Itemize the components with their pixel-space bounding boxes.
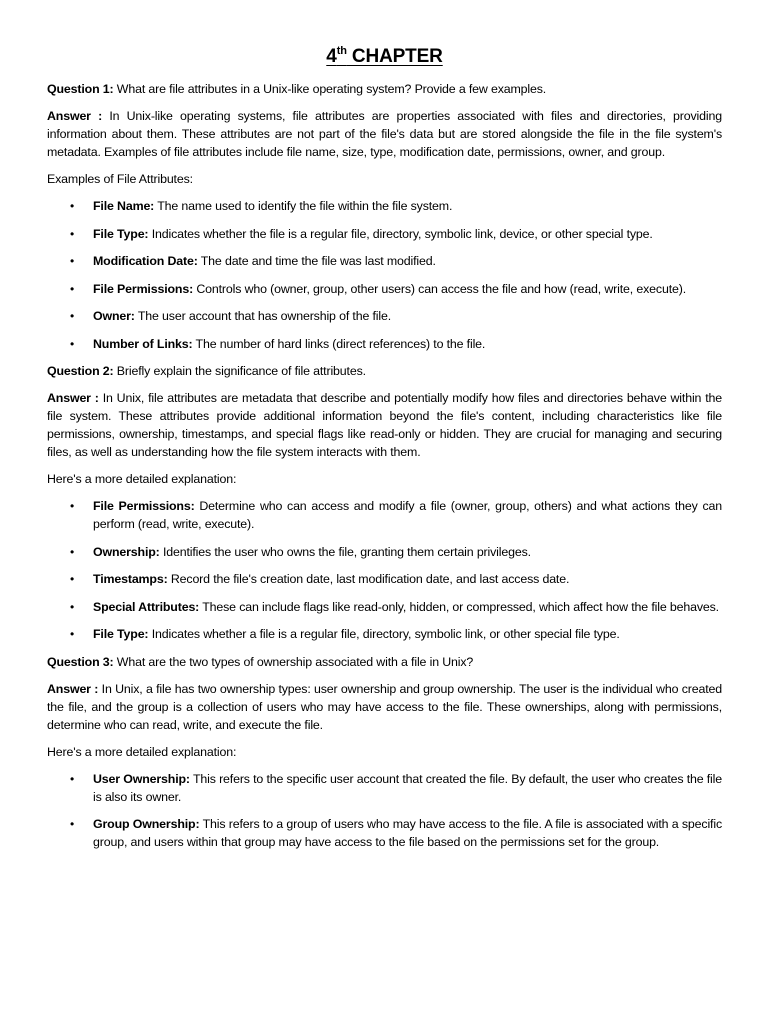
list-item-label: File Permissions: xyxy=(93,499,195,513)
list-item-text: Determine who can access and modify a file (owner, group, others) and what actions they can perform (read, write, execute). xyxy=(93,499,722,531)
question-1 xyxy=(47,80,722,98)
list-item-label: File Name: xyxy=(93,199,155,213)
bullet-icon: • xyxy=(70,336,75,351)
bullet-icon: • xyxy=(70,817,75,831)
list-item-text: This refers to the specific user account that created the file. By default, the user who creates the file is also its owner. xyxy=(93,771,723,804)
list-item-text: The user account that has ownership of the file. xyxy=(134,309,392,323)
list-item-text: Record the file's creation date, last modification date, and last access date. xyxy=(167,572,570,586)
answer-1 xyxy=(47,107,722,161)
attribute-examples-list xyxy=(47,197,722,353)
answer-text: In Unix-like operating systems, file attributes are properties associated with files and directories, providing information about them. These attributes are not part of the file's data but are stored alongside the file in the file system's metadata. Examples of file attributes include file name, size, type, modification date, permissions, owner, and group. xyxy=(47,109,722,159)
answer-2 xyxy=(47,389,722,461)
list-item-label: User Ownership: xyxy=(93,771,190,786)
list-item-text: The date and time the file was last modified. xyxy=(197,254,436,268)
bullet-icon: • xyxy=(70,627,75,641)
list-item-label: Modification Date: xyxy=(93,254,198,268)
chapter-word: CHAPTER xyxy=(346,46,443,67)
chapter-number-suffix: th xyxy=(336,44,347,57)
bullet-icon: • xyxy=(70,226,75,241)
list-item-text: Indicates whether a file is a regular file, directory, symbolic link, or other special file type. xyxy=(148,627,620,641)
chapter-title xyxy=(47,43,722,71)
answer-text: In Unix, a file has two ownership types: user ownership and group ownership. The user is the individual who created the file, and the group is a collection of users who may have access to the file. These ownerships, along with permissions, determine who can read, write, and execute the file. xyxy=(47,681,722,732)
bullet-icon: • xyxy=(70,254,75,268)
list-item-text: Identifies the user who owns the file, granting them certain privileges. xyxy=(159,544,531,559)
list-item xyxy=(47,252,722,270)
answer-3-intro: Here's a more detailed explanation: xyxy=(47,744,237,759)
list-item-text: Controls who (owner, group, other users) can access the file and how (read, write, execute). xyxy=(193,281,686,296)
list-item-label: Number of Links: xyxy=(93,336,193,351)
question-text: What are the two types of ownership associated with a file in Unix? xyxy=(113,654,474,669)
question-2 xyxy=(47,362,722,380)
question-label: Question 1: xyxy=(47,82,114,96)
list-item xyxy=(47,543,722,561)
list-item-label: File Type: xyxy=(93,627,149,641)
significance-list xyxy=(47,497,722,643)
question-text: What are file attributes in a Unix-like operating system? Provide a few examples. xyxy=(113,82,547,96)
list-item-label: File Permissions: xyxy=(93,281,194,296)
question-3 xyxy=(47,653,722,671)
list-item xyxy=(47,497,722,533)
list-item xyxy=(47,197,722,215)
bullet-icon: • xyxy=(70,309,75,323)
bullet-icon: • xyxy=(70,771,75,786)
list-item xyxy=(47,815,722,851)
question-label: Question 2: xyxy=(47,364,114,378)
ownership-list xyxy=(47,770,722,852)
bullet-icon: • xyxy=(70,572,75,586)
answer-label: Answer : xyxy=(47,109,103,123)
question-text: Briefly explain the significance of file attributes. xyxy=(113,364,366,378)
answer-text: In Unix, file attributes are metadata that describe and potentially modify how files and directories behave within the file system. These attributes provide additional information beyond the file's content, including characteristics like file permissions, ownership, timestamps, and special flags like read-only or hidden. They are crucial for managing and securing files, as well as understanding how the file system interacts with them. xyxy=(47,391,722,459)
list-item-label: Owner: xyxy=(93,309,135,323)
list-item-label: Special Attributes: xyxy=(93,599,200,614)
list-item xyxy=(47,570,722,588)
document-page xyxy=(47,43,722,861)
list-item xyxy=(47,598,722,616)
question-label: Question 3: xyxy=(47,654,114,669)
answer-label: Answer : xyxy=(47,681,99,696)
bullet-icon: • xyxy=(70,544,75,559)
list-item-label: Timestamps: xyxy=(93,572,168,586)
bullet-icon: • xyxy=(70,199,75,213)
list-item xyxy=(47,307,722,325)
chapter-number: 4 xyxy=(326,46,337,67)
list-item xyxy=(47,280,722,298)
bullet-icon: • xyxy=(70,599,75,614)
list-item-text: The name used to identify the file within the file system. xyxy=(154,199,453,213)
list-item xyxy=(47,225,722,243)
list-item-text: Indicates whether the file is a regular file, directory, symbolic link, device, or other special type. xyxy=(148,226,653,241)
list-item-text: This refers to a group of users who may have access to the file. A file is associated with a specific group, and users within that group may have access to the file based on the permissions set for the group. xyxy=(93,817,722,849)
list-item xyxy=(47,625,722,643)
list-item-label: Ownership: xyxy=(93,544,160,559)
list-item-label: File Type: xyxy=(93,226,149,241)
list-item-text: The number of hard links (direct references) to the file. xyxy=(192,336,486,351)
list-item-label: Group Ownership: xyxy=(93,817,200,831)
answer-2-intro: Here's a more detailed explanation: xyxy=(47,472,237,486)
answer-1-intro: Examples of File Attributes: xyxy=(47,172,193,186)
chapter-title-text xyxy=(326,46,442,67)
answer-3 xyxy=(47,680,722,734)
list-item xyxy=(47,770,722,806)
answer-label: Answer : xyxy=(47,391,99,405)
bullet-icon: • xyxy=(70,499,75,513)
bullet-icon: • xyxy=(70,281,75,296)
list-item xyxy=(47,335,722,353)
list-item-text: These can include flags like read-only, hidden, or compressed, which affect how the file behaves. xyxy=(199,599,719,614)
